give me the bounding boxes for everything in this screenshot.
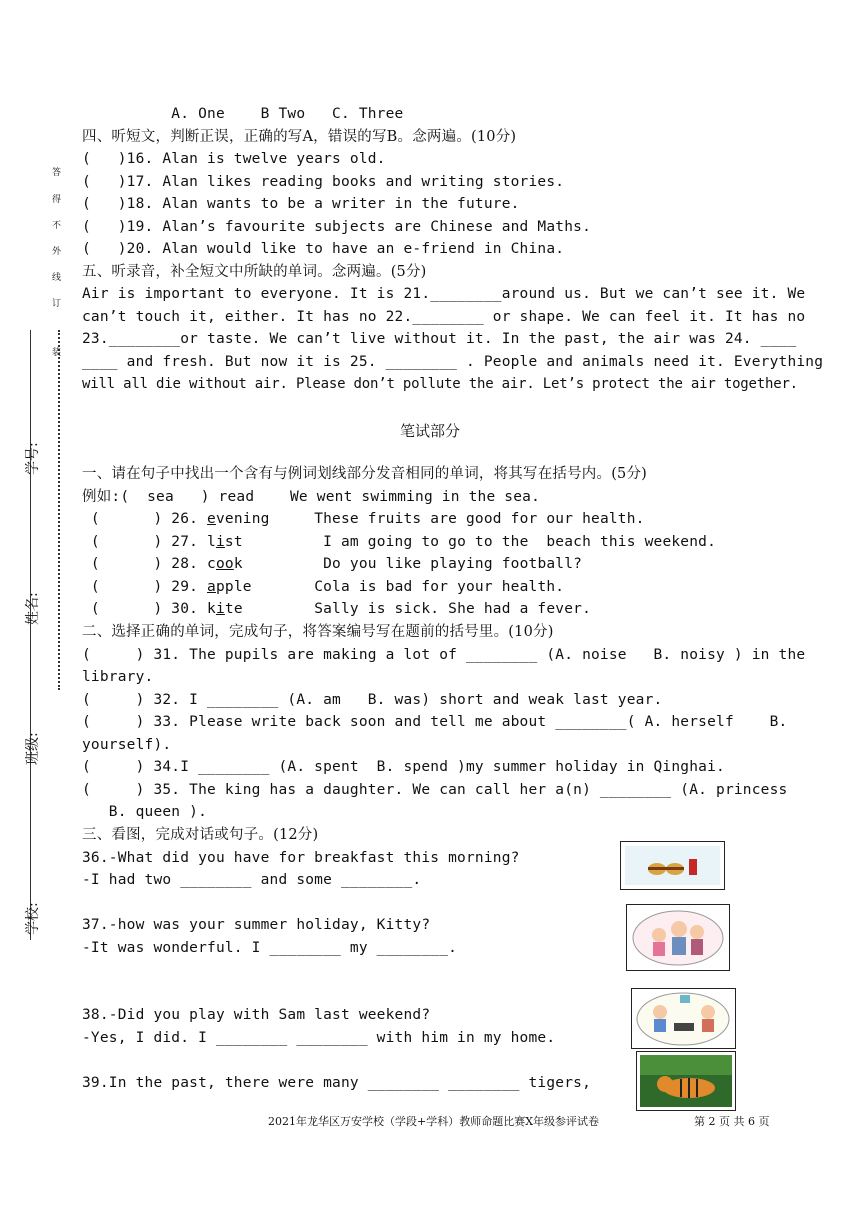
section-title: 五、听录音，补全短文中所缺的单词。念两遍。(5分) [82, 264, 427, 280]
footer-title: 2021年龙华区万安学校（学段+学科）教师命题比赛X年级参评试卷 [268, 1115, 600, 1128]
binding-char: 装 [52, 348, 62, 358]
binding-char: 外 [52, 247, 62, 257]
name-label: 姓名: [25, 592, 41, 625]
question-38: 38.-Did you play with Sam last weekend? [82, 1007, 431, 1023]
footer-page-number: 第 2 页 共 6 页 [694, 1115, 770, 1128]
student-id-label: 学号: [25, 442, 41, 475]
school-label: 学校: [25, 902, 41, 935]
written-part-title: 笔试部分 [399, 422, 460, 440]
question-39: 39.In the past, there were many ________ ________ tigers, [82, 1075, 591, 1091]
section-title: 二、选择正确的单词，完成句子，将答案编号写在题前的括号里。(10分) [82, 624, 554, 640]
question-38-answer: -Yes, I did. I ________ ________ with him in my home. [82, 1030, 556, 1046]
family-icon [627, 905, 729, 970]
binding-char: 不 [52, 221, 62, 231]
binding-dotted-line [58, 330, 60, 690]
question-20: ( )20. Alan would like to have an e-friend in China. [82, 241, 565, 257]
passage-line: 23.________or taste. We can’t live without it. In the past, the air was 24. ____ [82, 331, 797, 347]
underlined-letter: i [215, 534, 225, 550]
question-26 [82, 509, 645, 529]
suffix: vening These fruits are good for our health. [215, 511, 645, 527]
suffix: pple Cola is bad for your health. [215, 579, 565, 595]
tiger-picture [636, 1051, 736, 1111]
question-18: ( )18. Alan wants to be a writer in the future. [82, 196, 520, 212]
underlined-letter: i [215, 601, 225, 617]
prefix: ( ) 29. [82, 579, 208, 595]
passage-line: Air is important to everyone. It is 21.________around us. But we can’t see it. We [82, 286, 806, 302]
chess-icon [632, 989, 735, 1048]
chess-picture [631, 988, 736, 1049]
passage-line: will all die without air. Please don’t pollute the air. Let’s protect the air together. [82, 376, 798, 392]
tiger-icon [637, 1052, 735, 1110]
family-picture [626, 904, 730, 971]
question-33-cont: yourself). [82, 737, 172, 753]
prefix: ( ) 26. [82, 511, 208, 527]
class-label: 班级: [25, 732, 41, 765]
question-27 [82, 532, 716, 552]
question-36-answer: -I had two ________ and some ________. [82, 872, 422, 888]
prefix: ( ) 30. k [82, 601, 216, 617]
question-19: ( )19. Alan’s favourite subjects are Chinese and Maths. [82, 219, 591, 235]
underlined-letter: a [207, 579, 216, 595]
suffix: st I am going to go to the beach this weekend. [224, 534, 717, 550]
suffix: k Do you like playing football? [233, 556, 583, 572]
question-34: ( ) 34.I ________ (A. spent B. spend )my summer holiday in Qinghai. [82, 759, 725, 775]
options-line: A. One B Two C. Three [82, 106, 404, 122]
question-37: 37.-how was your summer holiday, Kitty? [82, 917, 431, 933]
question-28 [82, 554, 582, 574]
prefix: ( ) 27. l [82, 534, 216, 550]
binding-char: 得 [52, 195, 62, 205]
question-17: ( )17. Alan likes reading books and writing stories. [82, 174, 565, 190]
question-32: ( ) 32. I ________ (A. am B. was) short and weak last year. [82, 692, 663, 708]
question-35-cont: B. queen ). [82, 804, 208, 820]
passage-line: ____ and fresh. But now it is 25. ________ . People and animals need it. Everything [82, 354, 824, 370]
section-title: 一、请在句子中找出一个含有与例词划线部分发音相同的单词，将其写在括号内。(5分) [82, 466, 648, 482]
question-29 [82, 577, 564, 597]
question-16: ( )16. Alan is twelve years old. [82, 151, 386, 167]
question-35: ( ) 35. The king has a daughter. We can call her a(n) ________ (A. princess [82, 782, 788, 798]
underlined-letter: e [207, 511, 216, 527]
breakfast-picture [620, 841, 725, 890]
passage-line: can’t touch it, either. It has no 22.________ or shape. We can feel it. It has no [82, 309, 806, 325]
question-31: ( ) 31. The pupils are making a lot of ________ (A. noise B. noisy ) in the [82, 647, 806, 663]
underlined-letter: oo [215, 556, 234, 572]
question-36: 36.-What did you have for breakfast this morning? [82, 850, 520, 866]
breakfast-icon [621, 842, 724, 889]
suffix: te Sally is sick. She had a fever. [224, 601, 592, 617]
binding-char: 订 [52, 299, 62, 309]
section-title: 四、听短文，判断正误，正确的写A，错误的写B。念两遍。(10分) [82, 129, 517, 145]
section-title: 三、看图，完成对话或句子。(12分) [82, 827, 319, 843]
question-37-answer: -It was wonderful. I ________ my ________. [82, 940, 458, 956]
binding-char: 答 [52, 168, 62, 178]
example-line: 例如:( sea ) read We went swimming in the sea. [82, 489, 541, 505]
binding-char: 线 [52, 273, 62, 283]
question-33: ( ) 33. Please write back soon and tell me about ________( A. herself B. [82, 714, 788, 730]
prefix: ( ) 28. c [82, 556, 216, 572]
question-31-cont: library. [82, 669, 154, 685]
question-30 [82, 599, 591, 619]
